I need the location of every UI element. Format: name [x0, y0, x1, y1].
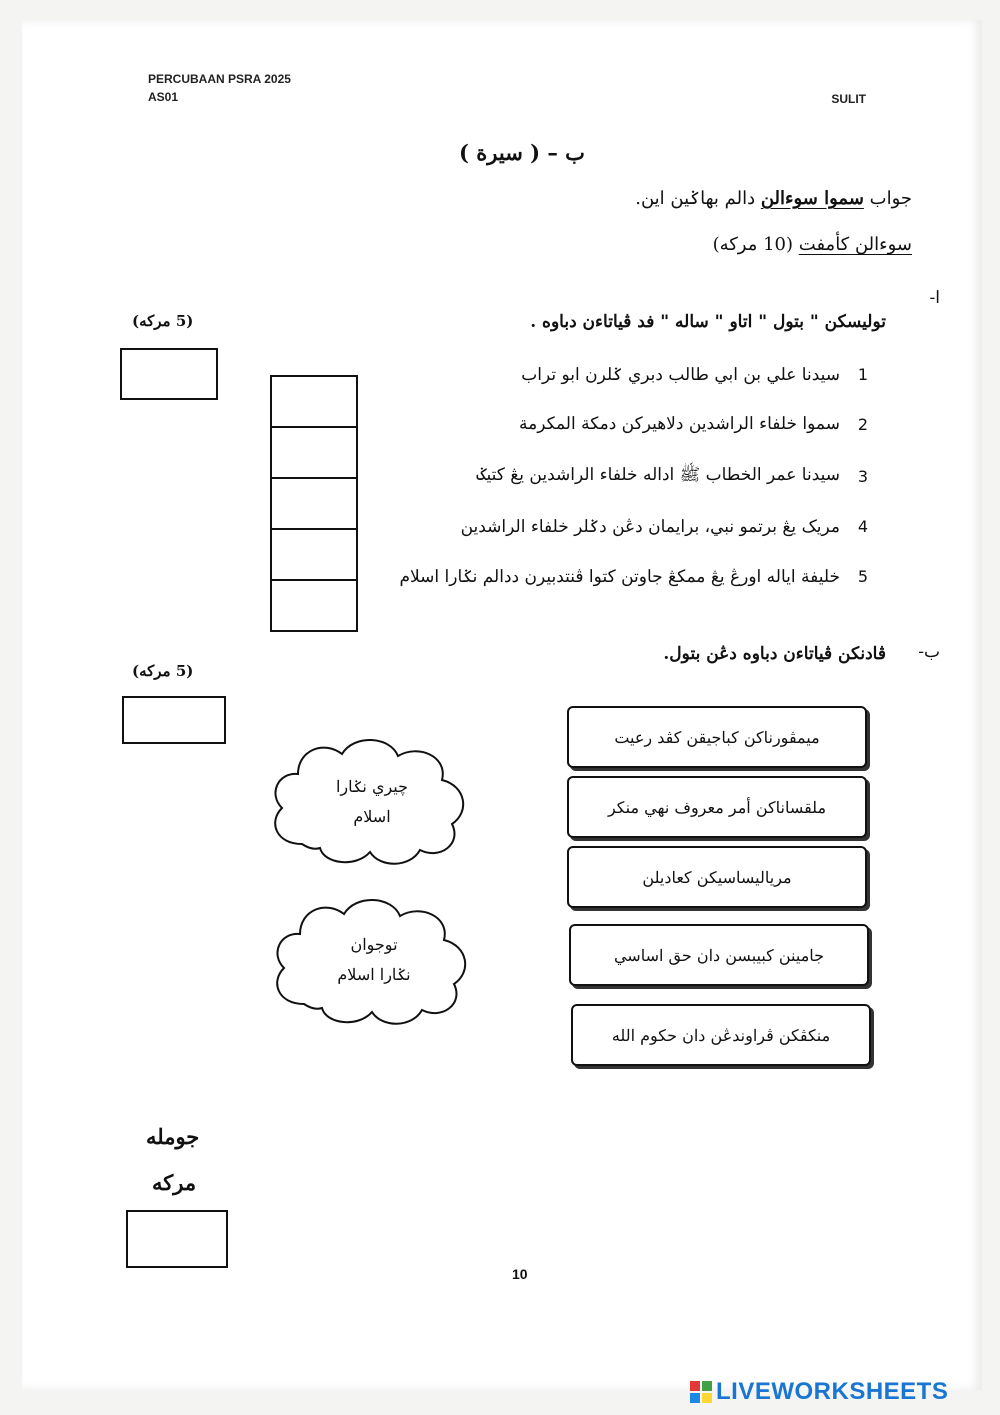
part-b-instruction: ڤادنكن ڤياتاءن دباوه دڠن بتول. — [663, 644, 886, 664]
answer-cell-4[interactable] — [272, 530, 356, 581]
classification-label: SULIT — [831, 92, 866, 106]
statement-5 — [399, 566, 870, 587]
liveworksheets-grid-icon — [690, 1381, 712, 1403]
statement-number: 4 — [857, 517, 869, 536]
cloud-1-line2: اسلام — [353, 807, 391, 826]
worksheet-page — [22, 20, 982, 1390]
statement-2 — [519, 414, 870, 434]
cloud-2-line1: توجوان — [350, 935, 398, 954]
exam-code: AS01 — [148, 90, 179, 104]
option-box-3[interactable]: مرياليساسيكن كعاديلن — [567, 846, 867, 908]
part-a-score-box[interactable] — [120, 348, 218, 400]
part-b-label: ب- — [918, 642, 940, 662]
part-a-marks: (5 مركه) — [132, 312, 194, 330]
statement-number: 1 — [857, 365, 869, 384]
page-number: 10 — [512, 1266, 528, 1282]
total-label-line2: مركە — [152, 1170, 197, 1195]
part-a-label: ا- — [929, 288, 940, 308]
instruction-emph: سموا سوءالن — [760, 188, 864, 209]
cloud-2-line2: نݢارا اسلام — [337, 965, 411, 984]
instruction-pre: جواب — [863, 188, 912, 209]
statement-text: سيدنا عمر الخطاب ﷺ اداله خلفاء الراشدين يڠ كتيݢ — [476, 465, 840, 485]
instruction-post: دالم بهاݢين اين. — [635, 188, 761, 209]
liveworksheets-text: LIVEWORKSHEETS — [716, 1378, 949, 1405]
option-box-2[interactable]: ملقساناكن أمر معروف نهي منكر — [567, 776, 867, 838]
answer-cell-2[interactable] — [272, 428, 356, 479]
part-b-score-box[interactable] — [122, 696, 226, 744]
statement-number: 2 — [857, 414, 869, 434]
cloud-1-line1: چيري نݢارا — [335, 777, 409, 796]
total-question-emph: سوءالن كأمفت — [798, 234, 912, 255]
part-a-instruction: توليسكن " بتول " اتاو " ساله " فد ڤياتاءن دباوه . — [530, 312, 886, 332]
statement-3 — [477, 464, 871, 489]
statement-text: سموا خلفاء الراشدين دلاهيركن دمكة المكرمة — [518, 414, 840, 434]
statement-number: 3 — [857, 467, 869, 486]
liveworksheets-logo — [690, 1378, 948, 1406]
part-b-marks: (5 مركه) — [132, 662, 194, 680]
statement-text: مريک يڠ برتمو نبي، برايمان دڠن دݢلر خلفاء الراشدين — [460, 517, 840, 537]
answer-column — [270, 375, 358, 632]
statement-4 — [461, 516, 870, 537]
statement-text: سيدنا علي بن ابي طالب دبري ݢلرن ابو تراب — [521, 365, 840, 385]
total-label-line1: جوملە — [146, 1124, 200, 1149]
instruction — [635, 188, 912, 209]
section-title: ب – ( سيرة ) — [459, 140, 585, 165]
cloud-label-2 — [274, 930, 474, 990]
statement-1 — [521, 364, 870, 385]
statement-number: 5 — [857, 567, 869, 586]
exam-title: PERCUBAAN PSRA 2025 — [148, 72, 291, 86]
option-box-4[interactable]: جامينن كبيبسن دان حق اساسي — [569, 924, 869, 986]
total-score-box[interactable] — [126, 1210, 228, 1268]
option-box-5[interactable]: منكڤكن ڤراوندڠن دان حكوم الله — [571, 1004, 871, 1066]
option-box-1[interactable]: ميمڤورناكن كباجيقن كڤد رعيت — [567, 706, 867, 768]
total-question-line — [713, 234, 912, 255]
total-question-marks: (10 مركه) — [712, 234, 799, 255]
answer-cell-1[interactable] — [272, 377, 356, 428]
cloud-label-1 — [272, 772, 472, 832]
answer-cell-5[interactable] — [272, 581, 356, 630]
answer-cell-3[interactable] — [272, 479, 356, 530]
statement-text: خليفة اياله اورڠ يڠ ممكڠ جاوتن كتوا ڤنتدبيرن ددالم نݢارا اسلام — [399, 567, 840, 587]
